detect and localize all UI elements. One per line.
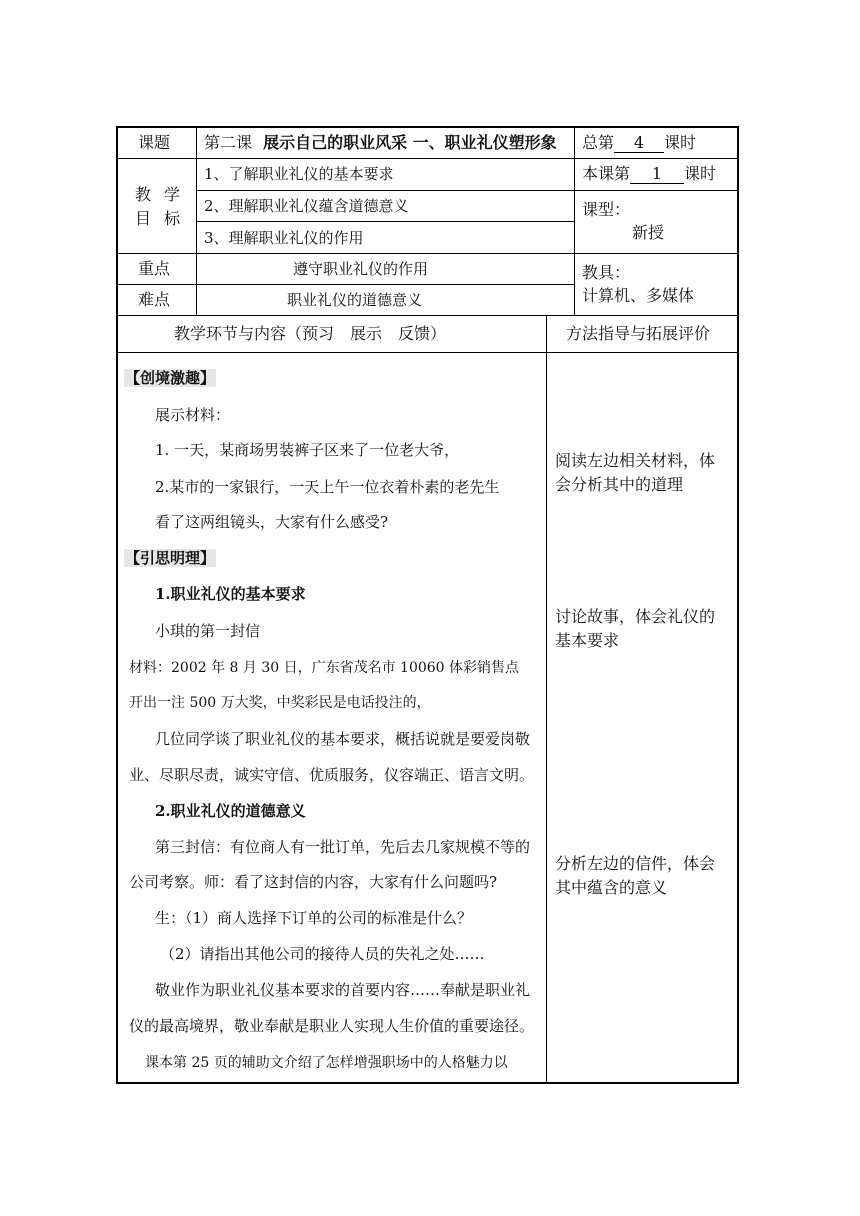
table-border-bottom [116, 1082, 739, 1084]
col-line [196, 253, 197, 315]
objectives-label-1: 教 学 [135, 185, 185, 204]
row-line [196, 221, 574, 222]
row-line [116, 315, 738, 316]
subsection-title: 1.职业礼仪的基本要求 [155, 585, 306, 603]
total-suffix: 课时 [664, 133, 697, 152]
row-line [196, 190, 738, 191]
paragraph: 1. 一天，某商场男装裤子区来了一位老大爷， [155, 441, 460, 459]
topic-prefix: 第二课 [204, 133, 253, 152]
paragraph: 课本第 25 页的辅助文介绍了怎样增强职场中的人格魅力以 [145, 1055, 508, 1071]
difficulty-value: 职业礼仪的道德意义 [287, 291, 423, 309]
guidance-note: 讨论故事，体会礼仪的 [555, 607, 716, 626]
paragraph: 小琪的第一封信 [155, 622, 261, 640]
tools-value: 计算机、多媒体 [582, 286, 695, 305]
paragraph: （2）请指出其他公司的接待人员的失礼之处…… [160, 945, 485, 963]
paragraph: 仪的最高境界，敬业奉献是职业人实现人生价值的重要途径。 [129, 1017, 535, 1035]
guidance-note: 会分析其中的道理 [555, 475, 684, 494]
col-line [196, 126, 197, 253]
row-line [116, 158, 738, 159]
tools-label: 教具： [582, 263, 631, 282]
col-line [574, 126, 575, 315]
guidance-note: 阅读左边相关材料，体 [555, 451, 716, 470]
table-border-left [116, 126, 118, 1084]
row-line [116, 352, 738, 353]
difficulty-label: 难点 [138, 290, 171, 309]
total-prefix: 总第 [582, 133, 615, 152]
row-line [116, 253, 738, 254]
table-border-top [116, 126, 739, 128]
total-value: 4 [614, 134, 664, 153]
section-title: 【引思明理】 [125, 549, 216, 567]
paragraph: 生：（1）商人选择下订单的公司的标准是什么？ [155, 909, 473, 927]
paragraph: 开出一注 500 万大奖，中奖彩民是电话投注的， [129, 695, 431, 711]
left-column-header: 教学环节与内容（预习 展示 反馈） [174, 324, 447, 343]
paragraph: 公司考察。师：看了这封信的内容，大家有什么问题吗? [129, 873, 498, 891]
paragraph: 业、尽职尽责，诚实守信、优质服务，仪容端正、语言文明。 [129, 766, 535, 784]
table-border-right [737, 126, 739, 1084]
lesson-suffix: 课时 [684, 164, 717, 183]
objectives-label-2: 目 标 [135, 209, 185, 228]
guidance-note: 分析左边的信件，体会 [555, 854, 716, 873]
total-lessons [582, 134, 696, 153]
objective-item: 3、理解职业礼仪的作用 [204, 229, 364, 247]
section-title-context [124, 369, 216, 387]
paragraph: 2.某市的一家银行，一天上午一位衣着朴素的老先生 [155, 478, 500, 496]
key-label: 重点 [138, 259, 171, 278]
subsection-title: 2.职业礼仪的道德意义 [155, 802, 306, 820]
guidance-note: 其中蕴含的意义 [555, 878, 668, 897]
type-label: 课型： [582, 200, 631, 219]
paragraph: 材料：2002 年 8 月 30 日，广东省茂名市 10060 体彩销售点 [129, 660, 520, 676]
paragraph: 第三封信：有位商人有一批订单，先后去几家规模不等的 [155, 838, 531, 856]
row-line [116, 284, 574, 285]
col-line [546, 315, 547, 1083]
key-value: 遵守职业礼仪的作用 [293, 260, 429, 278]
topic-title: 展示自己的职业风采 一、职业礼仪塑形象 [263, 133, 557, 152]
paragraph: 看了这两组镜头，大家有什么感受? [155, 513, 389, 531]
objective-item: 1、了解职业礼仪的基本要求 [204, 165, 394, 183]
topic-label: 课题 [138, 133, 171, 152]
section-title-reasoning [124, 549, 216, 567]
lesson-value: 1 [630, 165, 684, 184]
right-column-header: 方法指导与拓展评价 [566, 324, 711, 343]
paragraph: 几位同学谈了职业礼仪的基本要求，概括说就是要爱岗敬 [155, 730, 531, 748]
paragraph: 展示材料： [155, 406, 231, 424]
type-value: 新授 [632, 223, 665, 242]
paragraph: 敬业作为职业礼仪基本要求的首要内容……奉献是职业礼 [155, 981, 531, 999]
guidance-note: 基本要求 [555, 631, 620, 650]
lesson-prefix: 本课第 [582, 164, 631, 183]
section-title: 【创境激趣】 [125, 369, 216, 387]
lesson-number [582, 165, 716, 184]
topic-cell [204, 134, 557, 152]
objective-item: 2、理解职业礼仪蕴含道德意义 [204, 197, 409, 215]
